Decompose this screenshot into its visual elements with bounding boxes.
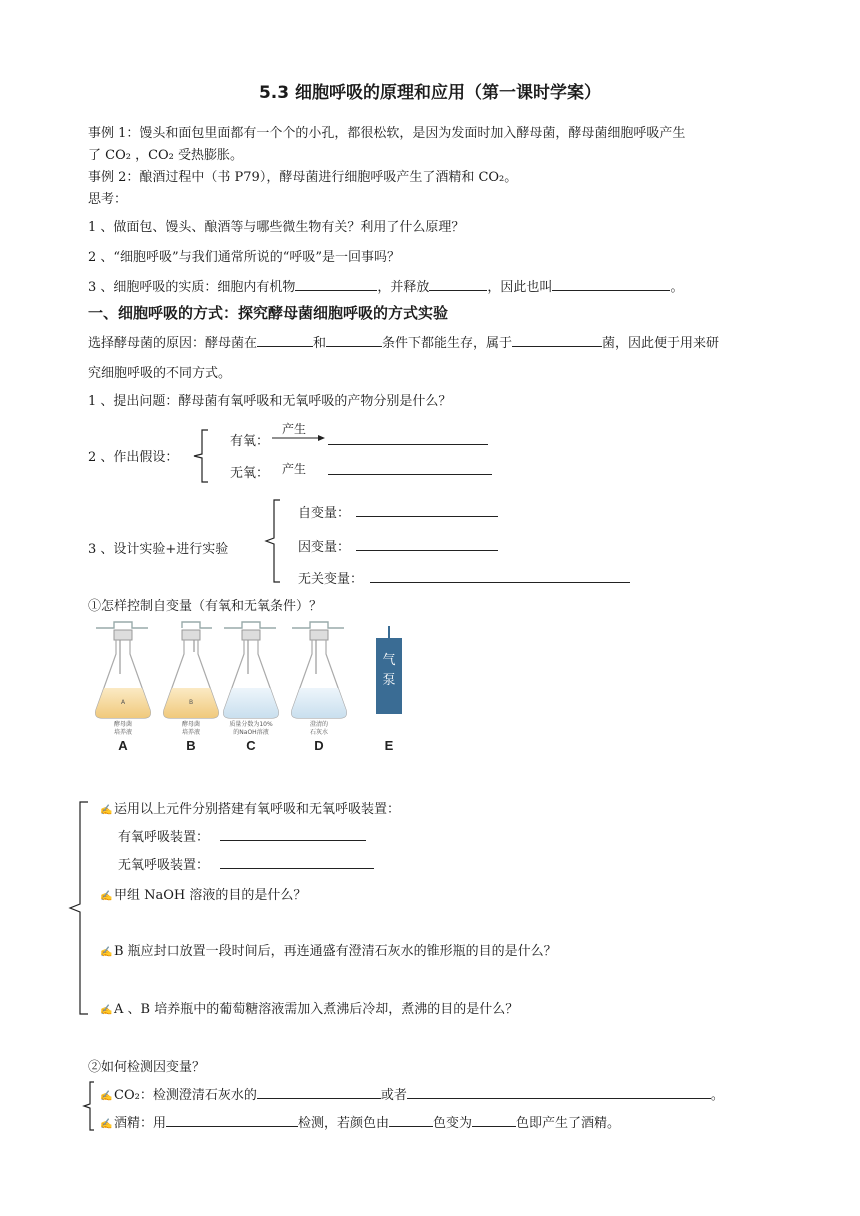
anaerobic-blank[interactable] (328, 474, 492, 475)
pencil-icon: ✍ (100, 947, 113, 958)
yeast-reason-line-1: 选择酵母菌的原因：酵母菌在 和 条件下都能生存，属于 菌，因此便于用来研 (88, 332, 719, 351)
pencil-icon: ✍ (100, 891, 113, 902)
anaerobic-device-blank[interactable] (220, 868, 374, 869)
label-d: D (314, 738, 324, 753)
detect-co2: ✍ CO₂：检测澄清石灰水的 或者 。 (100, 1084, 724, 1103)
apparatus-figure (92, 618, 422, 758)
blank-reagent[interactable] (166, 1112, 298, 1127)
flask-a-mark: A (120, 699, 126, 706)
step-2-label: 2 、作出假设： (88, 450, 179, 465)
pump-char-1: 气 (382, 653, 396, 668)
step-1: 1 、提出问题：酵母菌有氧呼吸和无氧呼吸的产物分别是什么？ (88, 394, 452, 409)
step-3-label: 3 、设计实验+进行实验 (88, 542, 229, 557)
label-c: C (246, 738, 256, 753)
page-title: 5.3 细胞呼吸的原理和应用（第一课时学案） (258, 83, 602, 103)
air-pump-icon (376, 626, 402, 753)
blank-organic-matter[interactable] (295, 276, 377, 291)
aerobic-device-blank[interactable] (220, 840, 366, 841)
flask-c-caption-2: 的NaOH溶液 (233, 729, 269, 736)
aerobic-produce: 产生 (282, 422, 307, 436)
flask-a-caption-1: 酵母菌 (113, 721, 133, 728)
flask-b-caption-2: 培养液 (181, 729, 201, 736)
detect-brace (82, 1080, 98, 1132)
pencil-icon: ✍ (100, 1091, 113, 1102)
flask-d-icon (292, 622, 347, 753)
flask-d-caption-1: 澄清的 (309, 721, 329, 728)
task-build: ✍ 运用以上元件分别搭建有氧呼吸和无氧呼吸装置： (100, 802, 401, 817)
aerobic-device-label: 有氧呼吸装置： (118, 830, 210, 845)
flask-c-icon (224, 622, 279, 753)
anaerobic-label: 无氧： (230, 466, 270, 481)
section-heading: 一、细胞呼吸的方式：探究酵母菌细胞呼吸的方式实验 (88, 304, 449, 322)
sub-question-2: ②如何检测因变量？ (88, 1060, 206, 1075)
flask-c-caption-1: 质量分数为10% (229, 721, 273, 728)
yeast-reason-line-2: 究细胞呼吸的不同方式。 (88, 366, 232, 381)
task-bottle-b: ✍ B 瓶应封口放置一段时间后，再连通盛有澄清石灰水的锥形瓶的目的是什么？ (100, 944, 557, 959)
case-1-line-2: 了 CO₂ ，CO₂ 受热膨胀。 (88, 148, 244, 163)
blank-condition-1[interactable] (257, 332, 313, 347)
control-variable-blank[interactable] (370, 582, 630, 583)
flask-b-icon (164, 622, 219, 753)
flask-a-caption-2: 培养液 (113, 729, 133, 736)
flask-b-mark: B (188, 699, 194, 706)
blank-co2-alternative[interactable] (407, 1084, 711, 1099)
variables-brace (262, 498, 284, 584)
think-label: 思考： (88, 192, 128, 207)
dependent-variable-blank[interactable] (356, 550, 498, 551)
flask-b-caption-1: 酵母菌 (181, 721, 201, 728)
anaerobic-device-label: 无氧呼吸装置： (118, 858, 210, 873)
pump-char-2: 泵 (382, 673, 396, 688)
flask-a-icon (96, 622, 151, 753)
sub-question-1: ①怎样控制自变量（有氧和无氧条件）？ (88, 599, 323, 614)
label-b: B (186, 738, 196, 753)
blank-color-to[interactable] (472, 1112, 516, 1127)
anaerobic-produce: 产生 (282, 462, 307, 476)
control-variable-label: 无关变量： (298, 572, 364, 587)
label-e: E (384, 738, 394, 753)
arrow-icon (270, 432, 328, 444)
blank-also-called[interactable] (552, 276, 670, 291)
case-1-line-1: 事例 1：馒头和面包里面都有一个个的小孔，都很松软，是因为发面时加入酵母菌，酵母菌细胞呼吸产生 (88, 126, 686, 141)
question-3: 3 、细胞呼吸的实质：细胞内有机物 ，并释放 ，因此也叫 。 (88, 276, 683, 295)
independent-variable-blank[interactable] (356, 516, 498, 517)
independent-variable-label: 自变量： (298, 506, 351, 521)
question-2: 2 、“细胞呼吸”与我们通常所说的“呼吸”是一回事吗？ (88, 250, 400, 265)
tasks-brace (62, 800, 92, 1018)
blank-condition-2[interactable] (326, 332, 382, 347)
pencil-icon: ✍ (100, 805, 113, 816)
aerobic-label: 有氧： (230, 434, 270, 449)
question-1: 1 、做面包、馒头、酿酒等与哪些微生物有关？利用了什么原理？ (88, 220, 465, 235)
blank-fungus-type[interactable] (512, 332, 602, 347)
aerobic-blank[interactable] (328, 444, 488, 445)
detect-ethanol: ✍ 酒精：用 检测，若颜色由 色变为 色即产生了酒精。 (100, 1112, 620, 1131)
blank-color-from[interactable] (389, 1112, 433, 1127)
pencil-icon: ✍ (100, 1005, 113, 1016)
blank-co2-turbidity[interactable] (257, 1084, 381, 1099)
task-naoh: ✍ 甲组 NaOH 溶液的目的是什么？ (100, 888, 307, 903)
flask-d-caption-2: 石灰水 (309, 729, 329, 736)
label-a: A (118, 738, 128, 753)
dependent-variable-label: 因变量： (298, 540, 351, 555)
hypothesis-brace (192, 428, 212, 484)
blank-release[interactable] (429, 276, 487, 291)
pencil-icon: ✍ (100, 1119, 113, 1130)
task-boil: ✍ A 、B 培养瓶中的葡萄糖溶液需加入煮沸后冷却，煮沸的目的是什么？ (100, 1002, 519, 1017)
case-2: 事例 2：酿酒过程中（书 P79），酵母菌进行细胞呼吸产生了酒精和 CO₂。 (88, 170, 518, 185)
